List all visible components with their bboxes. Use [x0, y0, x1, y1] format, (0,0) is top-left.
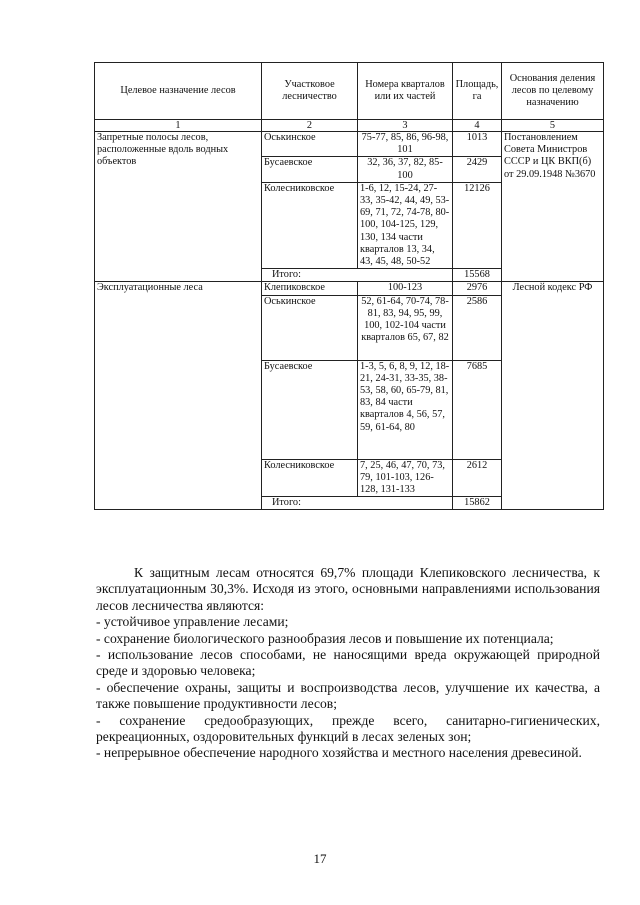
forest-purpose-table [94, 62, 604, 510]
column-number: 5 [502, 120, 604, 132]
purpose-cell: Запретные полосы лесов, расположенные вдоль водных объектов [95, 132, 262, 282]
purpose-cell: Эксплуатационные леса [95, 282, 262, 510]
quarters-cell: 7, 25, 46, 47, 70, 73, 79, 101-103, 126-128, 131-133 [358, 459, 453, 497]
table-row [95, 282, 604, 295]
column-number-row [95, 120, 604, 132]
table-row [95, 132, 604, 157]
quarters-cell: 52, 61-64, 70-74, 78-81, 83, 94, 95, 99, 100, 102-104 части кварталов 65, 67, 82 [358, 295, 453, 360]
list-item: - сохранение биологического разнообразия лесов и повышение их потенциала; [96, 630, 554, 646]
quarters-cell: 32, 36, 37, 82, 85-100 [358, 157, 453, 182]
area-cell: 2612 [453, 459, 502, 497]
header-basis: Основания деления лесов по целевому назначению [502, 63, 604, 120]
list-item: - обеспечение охраны, защиты и воспроизводства лесов, улучшение их качества, а также повышение продуктивности лесов; [96, 679, 600, 712]
forestry-cell: Оськинское [262, 132, 358, 157]
area-cell: 1013 [453, 132, 502, 157]
list-item: - непрерывное обеспечение народного хозяйства и местного населения древесиной. [96, 745, 582, 761]
header-forestry: Участковое лесничество [262, 63, 358, 120]
forestry-cell: Колесниковское [262, 182, 358, 268]
area-cell: 2976 [453, 282, 502, 295]
table-header-row [95, 63, 604, 120]
column-number: 4 [453, 120, 502, 132]
forestry-cell: Бусаевское [262, 157, 358, 182]
list-item: - устойчивое управление лесами; [96, 614, 289, 630]
total-label: Итого: [262, 269, 453, 282]
header-quarters: Номера кварталов или их частей [358, 63, 453, 120]
quarters-cell: 100-123 [358, 282, 453, 295]
body-text [96, 565, 600, 762]
quarters-cell: 75-77, 85, 86, 96-98, 101 [358, 132, 453, 157]
column-number: 2 [262, 120, 358, 132]
forestry-cell: Клепиковское [262, 282, 358, 295]
quarters-cell: 1-3, 5, 6, 8, 9, 12, 18-21, 24-31, 33-35, 38-53, 58, 60, 65-79, 81, 83, 84 части кварталов 4, 56, 57, 59, 61-64, 80 [358, 360, 453, 459]
page-number: 17 [313, 851, 327, 866]
list-item: - использование лесов способами, не наносящими вреда окружающей природной среде и здоровью человека; [96, 647, 600, 679]
basis-cell: Постановлением Совета Министров СССР и ЦК ВКП(б) от 29.09.1948 №3670 [502, 132, 604, 282]
area-cell: 2586 [453, 295, 502, 360]
total-label: Итого: [262, 497, 453, 510]
forestry-cell: Бусаевское [262, 360, 358, 459]
quarters-cell: 1-6, 12, 15-24, 27-33, 35-42, 44, 49, 53-69, 71, 72, 74-78, 80-100, 104-125, 129, 130, 134 части кварталов 13, 34, 43, 45, 48, 50-52 [358, 182, 453, 268]
basis-cell: Лесной кодекс РФ [502, 282, 604, 510]
column-number: 3 [358, 120, 453, 132]
column-number: 1 [95, 120, 262, 132]
area-cell: 12126 [453, 182, 502, 268]
forestry-cell: Колесниковское [262, 459, 358, 497]
total-area: 15862 [453, 497, 502, 510]
total-area: 15568 [453, 269, 502, 282]
forestry-cell: Оськинское [262, 295, 358, 360]
area-cell: 7685 [453, 360, 502, 459]
header-purpose: Целевое назначение лесов [95, 63, 262, 120]
area-cell: 2429 [453, 157, 502, 182]
header-area: Площадь, га [453, 63, 502, 120]
list-item: - сохранение средообразующих, прежде всего, санитарно-гигиенических, рекреационных, оздоровительных функций в лесах зеленых зон; [96, 712, 600, 745]
intro-paragraph: К защитным лесам относятся 69,7% площади Клепиковского лесничества, к эксплуатационным 30,3%. Исходя из этого, основными направлениями использования лесов лесничества являются: [96, 565, 600, 613]
